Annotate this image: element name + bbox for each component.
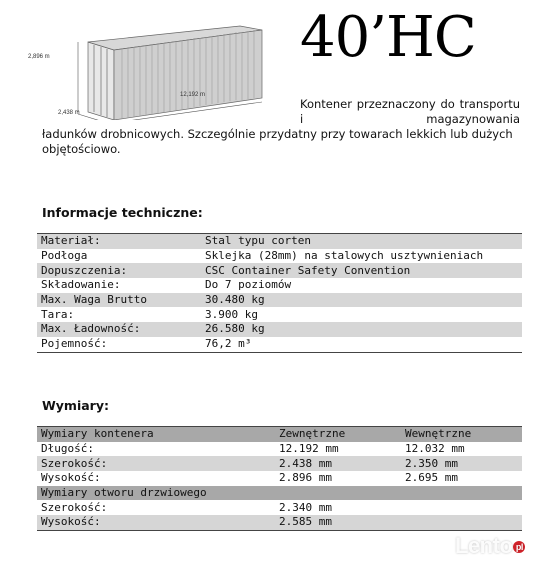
spec-label: Max. Waga Brutto xyxy=(37,293,201,308)
tech-info-table xyxy=(37,233,522,353)
dim-label: Wysokość: xyxy=(41,471,101,485)
height-dimension-label: 2,896 m xyxy=(28,54,50,60)
table-row xyxy=(37,307,522,322)
table-row xyxy=(37,263,522,278)
table-row xyxy=(37,456,522,471)
dim-external: 2.585 mm xyxy=(275,515,401,530)
table-header-row xyxy=(37,427,522,442)
dim-label: Długość: xyxy=(41,442,94,456)
spec-value: 76,2 m³ xyxy=(205,337,252,351)
watermark-badge: pl xyxy=(513,541,525,553)
dim-external: 2.340 mm xyxy=(279,500,332,514)
description xyxy=(42,97,520,157)
table-row xyxy=(37,322,522,337)
dim-internal: 2.695 mm xyxy=(405,471,458,485)
dim-external: 2.896 mm xyxy=(279,471,332,485)
internal-header: Wewnętrzne xyxy=(401,427,522,442)
external-header: Zewnętrzne xyxy=(275,427,401,442)
table-row xyxy=(37,471,522,486)
spec-value: 30.480 kg xyxy=(201,293,522,308)
table-row xyxy=(37,515,522,530)
door-dimensions-header: Wymiary otworu drzwiowego xyxy=(37,486,522,501)
spec-label: Podłoga xyxy=(41,249,88,263)
table-row xyxy=(37,249,522,264)
spec-value: Do 7 poziomów xyxy=(205,278,292,292)
dim-label: Szerokość: xyxy=(41,500,108,514)
spec-value: 3.900 kg xyxy=(205,307,258,321)
spec-label: Pojemność: xyxy=(41,337,108,351)
table-header-row xyxy=(37,486,522,501)
spec-value: 26.580 kg xyxy=(201,322,522,337)
spec-label: Tara: xyxy=(41,307,75,321)
dim-internal: 12.032 mm xyxy=(405,442,465,456)
table-row xyxy=(37,442,522,457)
dim-external: 12.192 mm xyxy=(279,442,339,456)
watermark-text: Lento xyxy=(455,533,513,558)
width-dimension-label: 2,438 m xyxy=(58,110,80,116)
description-line-1: Kontener przeznaczony do transportu i magazynowania xyxy=(300,97,520,126)
dim-internal: 2.350 mm xyxy=(401,456,522,471)
dim-external: 2.438 mm xyxy=(275,456,401,471)
table-row xyxy=(37,500,522,515)
page-title: 40’HC xyxy=(300,5,476,70)
table-row xyxy=(37,278,522,293)
description-line-2: ładunków drobnicowych. Szczególnie przydatny przy towarach lekkich lub dużych objętościowo. xyxy=(42,127,513,156)
table-row xyxy=(37,234,522,249)
spec-label: Materiał: xyxy=(37,234,201,249)
spec-label: Max. Ładowność: xyxy=(37,322,201,337)
dimensions-heading: Wymiary: xyxy=(42,398,109,413)
tech-info-heading: Informacje techniczne: xyxy=(42,205,203,220)
table-row xyxy=(37,293,522,308)
dim-label: Wysokość: xyxy=(37,515,275,530)
dimensions-header-label: Wymiary kontenera xyxy=(37,427,275,442)
spec-value: CSC Container Safety Convention xyxy=(201,263,522,278)
spec-label: Dopuszczenia: xyxy=(37,263,201,278)
lento-watermark xyxy=(455,533,525,559)
dim-label: Szerokość: xyxy=(37,456,275,471)
spec-value: Stal typu corten xyxy=(201,234,522,249)
dimensions-table xyxy=(37,426,522,531)
spec-label: Składowanie: xyxy=(41,278,121,292)
spec-value: Sklejka (28mm) na stalowych usztywnieniach xyxy=(205,249,484,263)
length-dimension-label: 12,192 m xyxy=(180,92,206,98)
table-row xyxy=(37,337,522,352)
